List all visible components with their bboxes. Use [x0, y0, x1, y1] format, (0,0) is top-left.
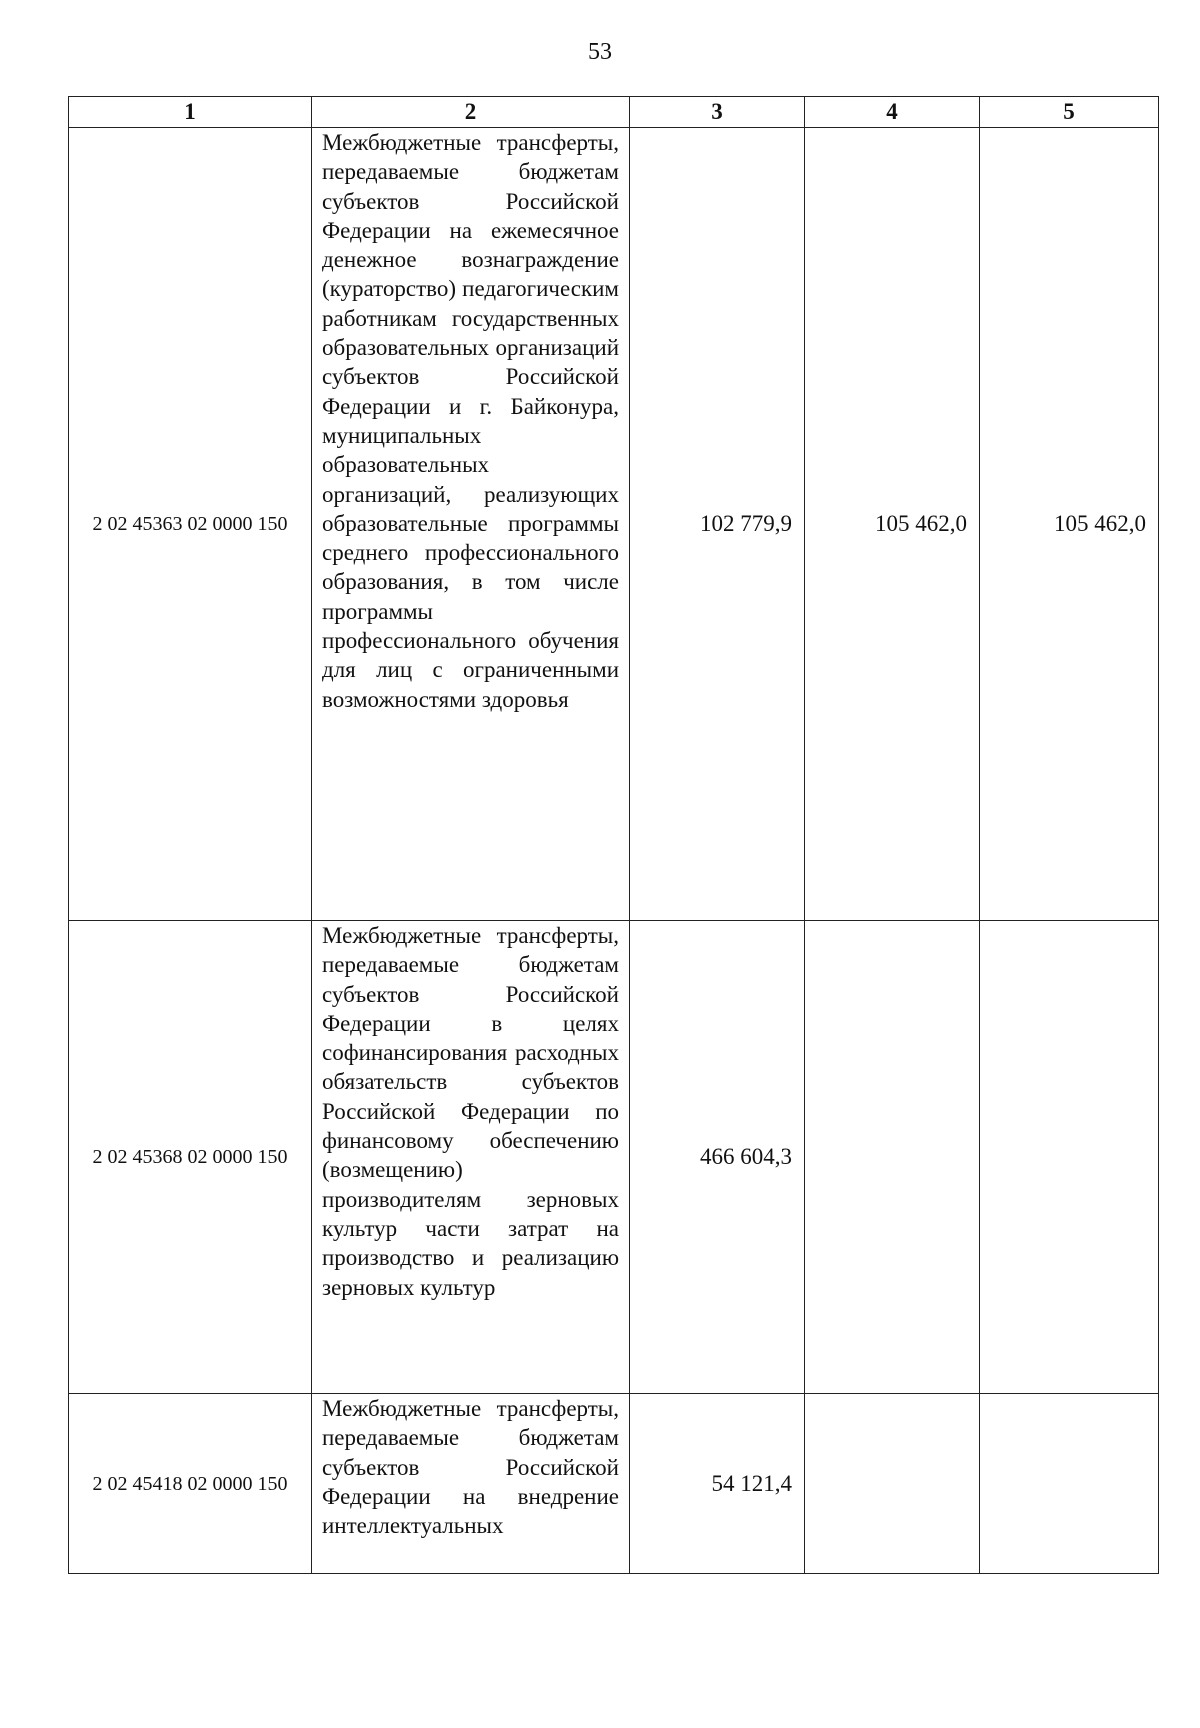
table-row	[69, 1394, 1159, 1574]
row-name: Межбюджетные трансферты, передаваемые бюджетам субъектов Российской Федерации на внедрение интеллектуальных	[312, 1394, 630, 1574]
header-col-1: 1	[69, 97, 312, 128]
row-value-col3: 466 604,3	[630, 921, 805, 1394]
page-number: 53	[588, 39, 612, 65]
row-value-col5: 105 462,0	[980, 128, 1159, 921]
header-col-5: 5	[980, 97, 1159, 128]
table-header-row	[69, 97, 1159, 128]
row-value-col5	[980, 1394, 1159, 1574]
header-col-4: 4	[805, 97, 980, 128]
row-name: Межбюджетные трансферты, передаваемые бюджетам субъектов Российской Федерации в целях софинансирования расходных обязательств субъектов Российской Федерации по финансовому обеспечению (возмещению) производителям зерновых культур части затрат на производство и реализацию зерновых культур	[312, 921, 630, 1394]
budget-table	[68, 96, 1159, 1574]
row-value-col4: 105 462,0	[805, 128, 980, 921]
row-code: 2 02 45363 02 0000 150	[69, 128, 312, 921]
row-value-col3: 54 121,4	[630, 1394, 805, 1574]
header-col-2: 2	[312, 97, 630, 128]
row-value-col4	[805, 921, 980, 1394]
row-name: Межбюджетные трансферты, передаваемые бюджетам субъектов Российской Федерации на ежемесячное денежное вознаграждение (кураторство) педагогическим работникам государственных образовательных организаций субъектов Российской Федерации и г. Байконура, муниципальных образовательных организаций, реализующих образовательные программы среднего профессионального образования, в том числе программы профессионального обучения для лиц с ограниченными возможностями здоровья	[312, 128, 630, 921]
row-code: 2 02 45368 02 0000 150	[69, 921, 312, 1394]
header-col-3: 3	[630, 97, 805, 128]
table-row	[69, 128, 1159, 921]
row-value-col5	[980, 921, 1159, 1394]
row-value-col3: 102 779,9	[630, 128, 805, 921]
row-value-col4	[805, 1394, 980, 1574]
table-row	[69, 921, 1159, 1394]
row-code: 2 02 45418 02 0000 150	[69, 1394, 312, 1574]
